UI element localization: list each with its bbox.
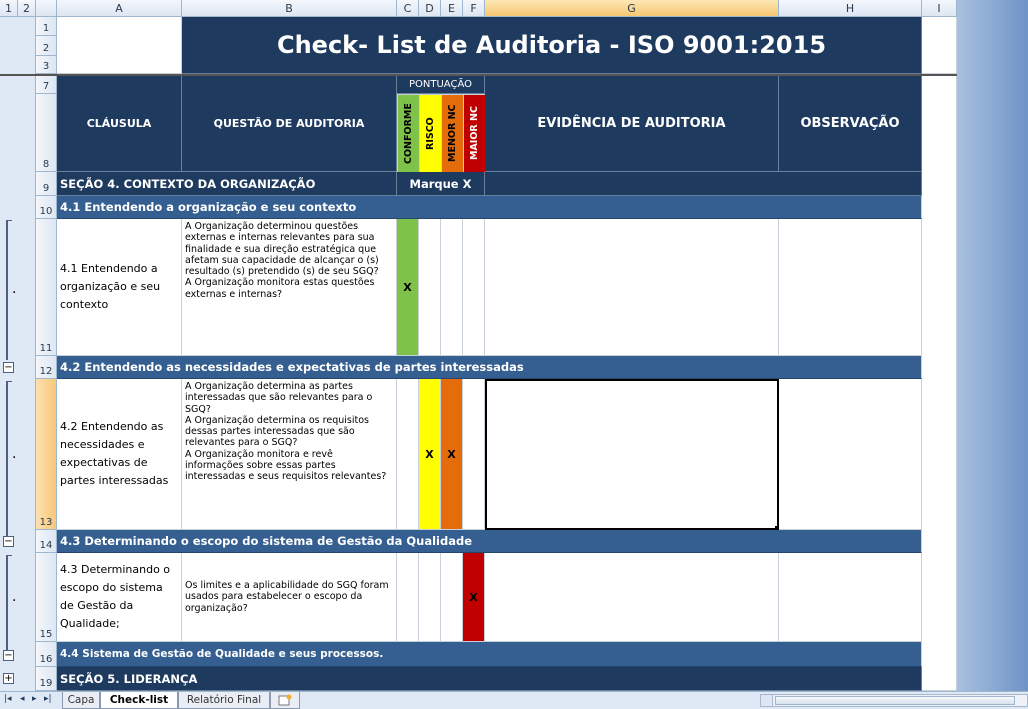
sheet-tab-bar [0,691,1028,709]
next-sheet-nav-icon[interactable]: ▸ [32,694,37,704]
row-header[interactable]: 16 [36,642,57,667]
column-header-i[interactable]: I [922,0,957,17]
mark-maior-nc[interactable]: X [463,553,485,642]
clause-cell[interactable]: 4.3 Determinando o escopo do sistema de Gestão da Qualidade; [57,553,182,642]
evidence-cell[interactable] [485,219,779,356]
column-header-a[interactable]: A [57,0,182,17]
row-header[interactable]: 9 [36,172,57,196]
outline-dot: · [12,450,17,466]
header-clausula: CLÁUSULA [57,76,182,172]
cell[interactable] [922,17,957,74]
header-maior-nc: MAIOR NC [463,94,485,172]
mark-risco[interactable] [419,553,441,642]
tab-check-list[interactable]: Check-list [100,692,178,709]
window-background [957,0,1028,691]
section-4-label: SEÇÃO 4. CONTEXTO DA ORGANIZAÇÃO [57,172,397,196]
evidence-cell[interactable] [485,553,779,642]
header-observacao: OBSERVAÇÃO [779,76,922,172]
column-header-d[interactable]: D [419,0,441,17]
mark-risco[interactable] [419,219,441,356]
column-header-c[interactable]: C [397,0,419,17]
column-header-h[interactable]: H [779,0,922,17]
row-header[interactable]: 10 [36,196,57,219]
observation-cell[interactable] [779,219,922,356]
outline-level-2-button[interactable]: 2 [18,0,36,17]
row-header[interactable]: 8 [36,94,57,172]
section-4-3-row: 4.3 Determinando o escopo do sistema de Gestão da Qualidade [57,530,922,553]
collapse-group-button[interactable]: − [4,536,13,547]
last-sheet-nav-icon[interactable]: ▸| [44,694,52,704]
column-header-f[interactable]: F [463,0,485,17]
question-cell[interactable]: A Organização determinou questões externas e internas relevantes para sua finalidade e sua direção estratégica que afetam sua capacidade de alcançar o (s) resultado (s) pretendido (s) de seu SGQ? A Organização monitora estas questões externas e internas? [182,219,397,356]
mark-conforme[interactable] [397,379,419,530]
header-pontuacao: PONTUAÇÃO [397,76,485,94]
mark-conforme[interactable]: X [397,219,419,356]
column-header-e[interactable]: E [441,0,463,17]
page-title: Check- List de Auditoria - ISO 9001:2015 [182,17,922,74]
outline-dot: · [12,593,17,609]
row-header[interactable]: 15 [36,553,57,642]
marque-x-label: Marque X [397,172,485,196]
mark-maior-nc[interactable] [463,379,485,530]
scroll-thumb[interactable] [775,696,1015,705]
prev-sheet-nav-icon[interactable]: ◂ [20,694,25,704]
mark-risco[interactable]: X [419,379,441,530]
row-header[interactable]: 13 [36,379,57,530]
row-header[interactable]: 19 [36,667,57,691]
column-header-g[interactable]: G [485,0,779,17]
expand-group-button[interactable]: + [4,673,13,684]
row-header[interactable]: 7 [36,74,57,94]
clause-cell[interactable]: 4.1 Entendendo a organização e seu contexto [57,219,182,356]
select-all-corner[interactable] [36,0,57,17]
row-header[interactable]: 11 [36,219,57,356]
outline-dot: · [12,285,17,301]
observation-cell[interactable] [779,553,922,642]
first-sheet-nav-icon[interactable]: |◂ [4,694,12,704]
header-evidencia: EVIDÊNCIA DE AUDITORIA [485,76,779,172]
section-4-4-row: 4.4 Sistema de Gestão de Qualidade e seus processos. [57,642,922,667]
header-menor-nc: MENOR NC [441,94,463,172]
row-header[interactable]: 12 [36,356,57,379]
clause-cell[interactable]: 4.2 Entendendo as necessidades e expectativas de partes interessadas [57,379,182,530]
mark-maior-nc[interactable] [463,219,485,356]
section-4-1-row: 4.1 Entendendo a organização e seu contexto [57,196,922,219]
header-conforme: CONFORME [397,94,419,172]
section-5-row: SEÇÃO 5. LIDERANÇA [57,667,922,691]
new-sheet-icon [278,694,292,706]
question-cell[interactable]: Os limites e a aplicabilidade do SGQ foram usados para estabelecer o escopo da organização? [182,553,397,642]
row-header[interactable]: 14 [36,530,57,553]
column-header-b[interactable]: B [182,0,397,17]
mark-conforme[interactable] [397,553,419,642]
insert-sheet-button[interactable] [270,692,300,709]
header-risco: RISCO [419,94,441,172]
row-header[interactable]: 1 [36,17,57,36]
mark-menor-nc[interactable] [441,219,463,356]
section-4-2-row: 4.2 Entendendo as necessidades e expectativas de partes interessadas [57,356,922,379]
mark-menor-nc[interactable] [441,553,463,642]
horizontal-scrollbar[interactable] [760,694,1028,707]
evidence-cell-selected[interactable] [485,379,779,530]
row-header[interactable]: 2 [36,36,57,56]
observation-cell[interactable] [779,379,922,530]
header-questao: QUESTÃO DE AUDITORIA [182,76,397,172]
row-header[interactable]: 3 [36,56,57,74]
tab-capa[interactable]: Capa [62,692,100,709]
cell[interactable] [485,172,922,196]
collapse-group-button[interactable]: − [4,362,13,373]
tab-relatorio-final[interactable]: Relatório Final [178,692,270,709]
question-cell[interactable]: A Organização determina as partes interessadas que são relevantes para o SGQ? A Organização determina os requisitos dessas partes interessadas que são relevantes para o SGQ? A Organização monitora e revê informações sobre essas partes interessadas e seus requisitos relevantes? [182,379,397,530]
collapse-group-button[interactable]: − [4,650,13,661]
scroll-left-icon[interactable] [761,695,773,706]
logo-cell[interactable] [57,17,182,74]
mark-menor-nc[interactable]: X [441,379,463,530]
outline-level-1-button[interactable]: 1 [0,0,18,17]
cell[interactable] [922,76,957,691]
